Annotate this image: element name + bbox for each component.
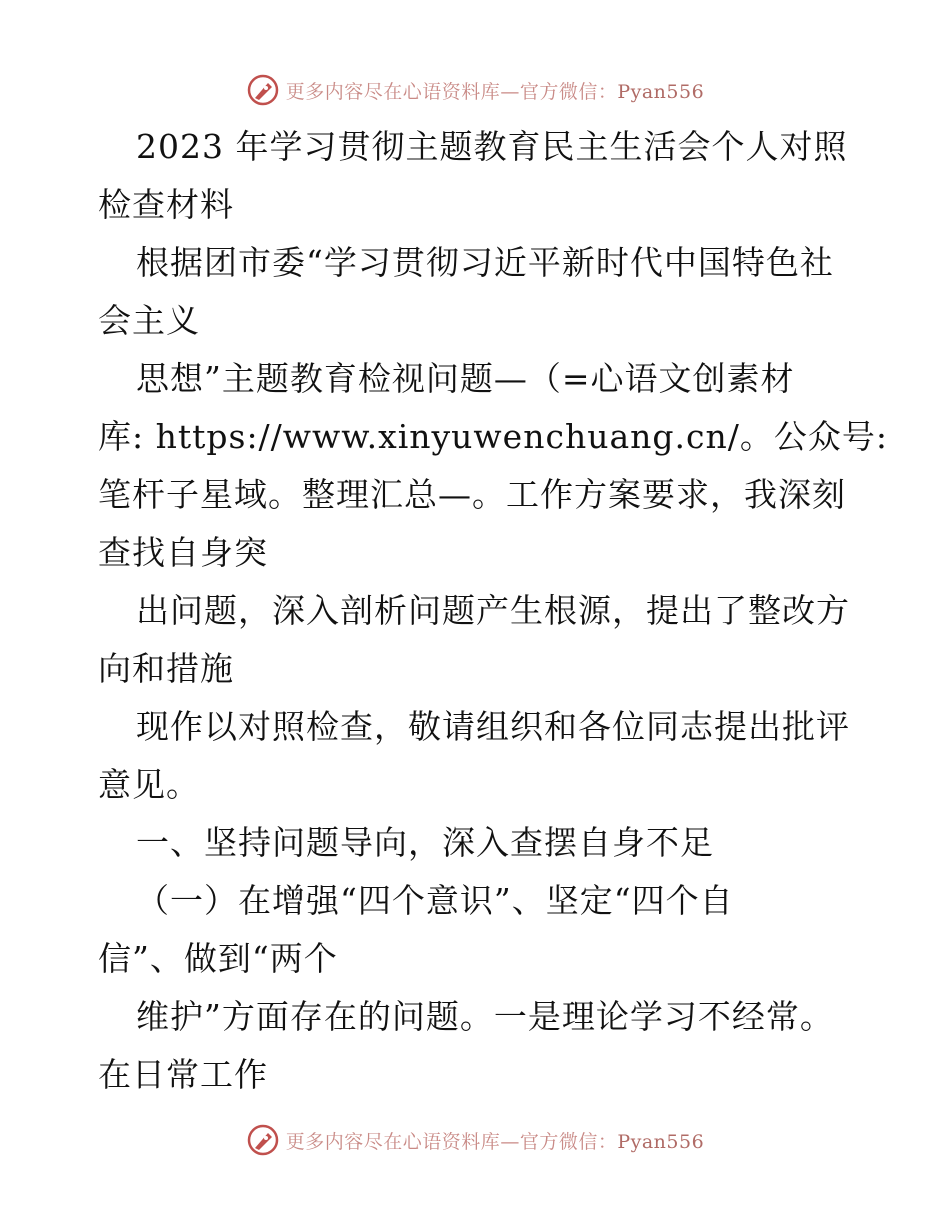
footer-watermark-banner	[0, 1120, 950, 1160]
paragraph-line: 出问题，深入剖析问题产生根源，提出了整改方	[136, 591, 850, 630]
pen-nib-circle-icon	[246, 73, 280, 107]
section-heading: 一、坚持问题导向，深入查摆自身不足	[136, 823, 714, 862]
paragraph-line: 思想”主题教育检视问题—（=心语文创素材	[136, 359, 795, 398]
subsection-heading: （一）在增强“四个意识”、坚定“四个自	[136, 881, 734, 920]
paragraph-line: 维护”方面存在的问题。一是理论学习不经常。	[136, 997, 834, 1036]
paragraph-line: 查找自身突	[98, 533, 268, 572]
paragraph-line: 信”、做到“两个	[98, 939, 338, 978]
paragraph-line: 现作以对照检查，敬请组织和各位同志提出批评	[136, 707, 850, 746]
pen-nib-circle-icon	[246, 1123, 280, 1157]
paragraph-line: 意见。	[98, 765, 200, 804]
paragraph-line: 在日常工作	[98, 1055, 268, 1094]
paragraph-line: 笔杆子星域。整理汇总—。工作方案要求，我深刻	[98, 475, 846, 514]
banner-text: 更多内容尽在心语资料库—官方微信：Pyan556	[285, 80, 705, 103]
header-watermark-banner	[0, 70, 950, 110]
banner-text: 更多内容尽在心语资料库—官方微信：Pyan556	[285, 1130, 705, 1153]
paragraph-line: 2023 年学习贯彻主题教育民主生活会个人对照	[136, 127, 848, 166]
paragraph-line: 检查材料	[98, 185, 234, 224]
paragraph-line: 根据团市委“学习贯彻习近平新时代中国特色社	[136, 243, 834, 282]
paragraph-line: 会主义	[98, 301, 200, 340]
document-body	[98, 118, 888, 1104]
paragraph-line: 向和措施	[98, 649, 234, 688]
paragraph-line: 库: https://www.xinyuwenchuang.cn/。公众号:	[98, 417, 888, 456]
